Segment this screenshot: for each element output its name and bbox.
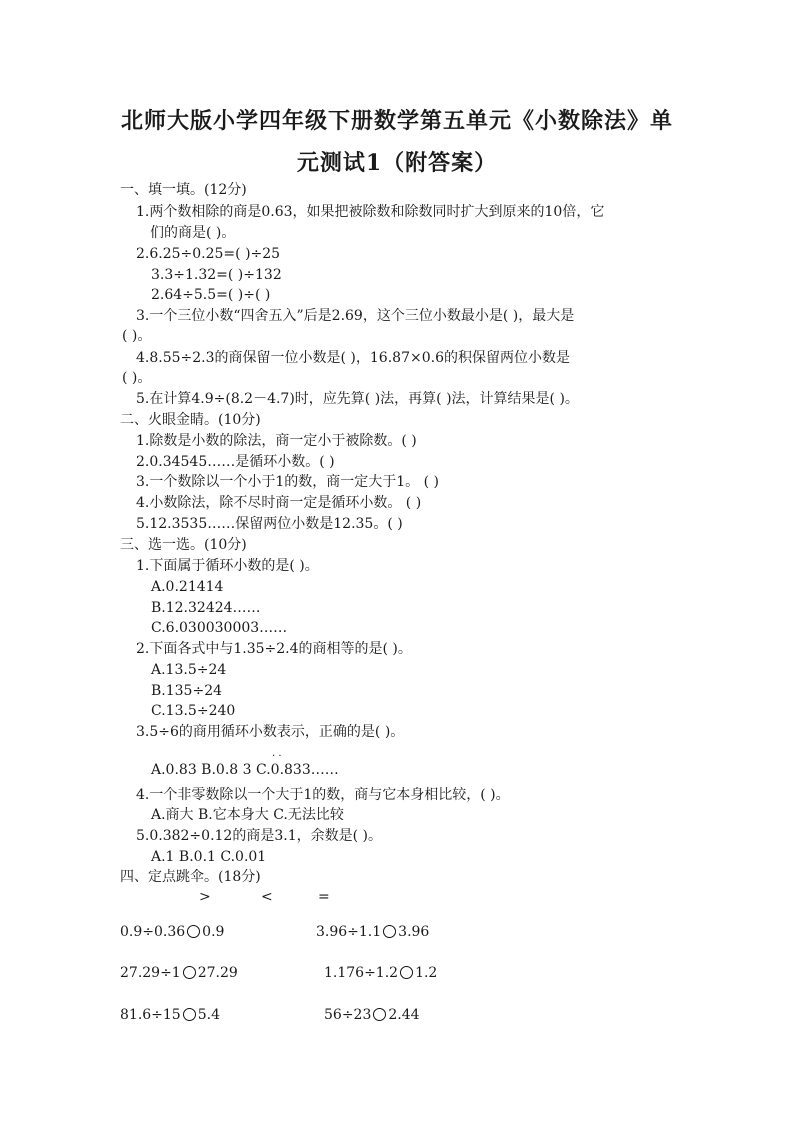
section-1-heading: 一、填一填。(12分) [120,182,247,198]
expression: 81.6÷15 [120,1007,181,1023]
value: 2.44 [388,1007,420,1023]
expression: 3.96÷1.1 [316,924,382,940]
s1-q5: 5.在计算4.9÷(8.2－4.7)时，应先算( )法，再算( )法，计算结果是( )。 [136,391,579,407]
s3-q3: 3.5÷6的商用循环小数表示，正确的是( )。 [136,724,405,740]
symbol-greater: > [199,889,211,905]
s1-q1-line1: 1.两个数相除的商是0.63，如果把被除数和除数同时扩大到原来的10倍，它 [136,204,605,220]
symbol-equal: = [318,889,330,905]
compare-row-2-right [324,964,437,982]
section-2-heading: 二、火眼金睛。(10分) [120,412,261,428]
answer-circle[interactable] [187,925,200,938]
expression: 27.29÷1 [120,965,181,981]
section-3-heading: 三、选一选。(10分) [120,537,247,553]
s3-q3-repeat-dots: · · [272,751,282,762]
compare-row-1-left [120,923,224,941]
s3-q1-option-c: C.6.030030003…… [151,620,288,636]
s2-item-2: 2.0.34545……是循环小数。( ) [136,454,335,470]
compare-row-3-left [120,1006,220,1024]
s3-q2-option-c: C.13.5÷240 [151,703,236,719]
s1-q4-line2: ( )。 [122,370,152,386]
s2-item-3: 3.一个数除以一个小于1的数，商一定大于1。 ( ) [136,474,439,490]
s3-q1-option-a: A.0.21414 [151,579,224,595]
answer-circle[interactable] [183,966,196,979]
compare-row-3-right [324,1006,420,1024]
value: 0.9 [202,924,225,940]
answer-circle[interactable] [183,1008,196,1021]
s1-q1-line2: 们的商是( )。 [150,225,236,241]
s3-q5: 5.0.382÷0.12的商是3.1，余数是( )。 [136,828,382,844]
compare-row-2-left [120,964,238,982]
expression: 1.176÷1.2 [324,965,399,981]
symbol-less: < [261,889,273,905]
s1-q3-line2: ( )。 [122,328,152,344]
compare-row-1-right [316,923,429,941]
answer-circle[interactable] [400,966,413,979]
title-line-1: 北师大版小学四年级下册数学第五单元《小数除法》单 [120,108,673,134]
s3-q4: 4.一个非零数除以一个大于1的数，商与它本身相比较，( )。 [136,787,510,803]
section-4-heading: 四、定点跳伞。(18分) [120,869,261,885]
s3-q5-options: A.1 B.0.1 C.0.01 [151,849,267,865]
s3-q4-options: A.商大 B.它本身大 C.无法比较 [151,807,344,823]
value: 3.96 [398,924,430,940]
title-line-2: 元测试1（附答案） [296,150,498,176]
s3-q3-options: A.0.83 B.0.8 3 C.0.833…… [151,762,339,778]
s1-q2-line2: 3.3÷1.32=( )÷132 [151,267,282,283]
value: 1.2 [415,965,438,981]
value: 27.29 [197,965,238,981]
s2-item-5: 5.12.3535……保留两位小数是12.35。( ) [136,516,403,532]
answer-circle[interactable] [373,1008,386,1021]
s3-q2-option-a: A.13.5÷24 [151,662,227,678]
expression: 56÷23 [324,1007,372,1023]
s2-item-4: 4.小数除法，除不尽时商一定是循环小数。 ( ) [136,495,422,511]
expression: 0.9÷0.36 [120,924,186,940]
s3-q1-option-b: B.12.32424…… [151,600,261,616]
s3-q1: 1.下面属于循环小数的是( )。 [136,558,319,574]
s1-q2-line3: 2.64÷5.5=( )÷( ) [151,287,271,303]
s1-q2-line1: 2.6.25÷0.25=( )÷25 [136,246,281,262]
s1-q4-line1: 4.8.55÷2.3的商保留一位小数是( )，16.87×0.6的积保留两位小数是 [136,350,570,366]
s2-item-1: 1.除数是小数的除法，商一定小于被除数。( ) [136,433,417,449]
value: 5.4 [197,1007,220,1023]
s3-q2: 2.下面各式中与1.35÷2.4的商相等的是( )。 [136,641,412,657]
s3-q2-option-b: B.135÷24 [151,683,223,699]
answer-circle[interactable] [383,925,396,938]
s1-q3-line1: 3.一个三位小数“四舍五入”后是2.69，这个三位小数最小是( )，最大是 [136,308,575,324]
